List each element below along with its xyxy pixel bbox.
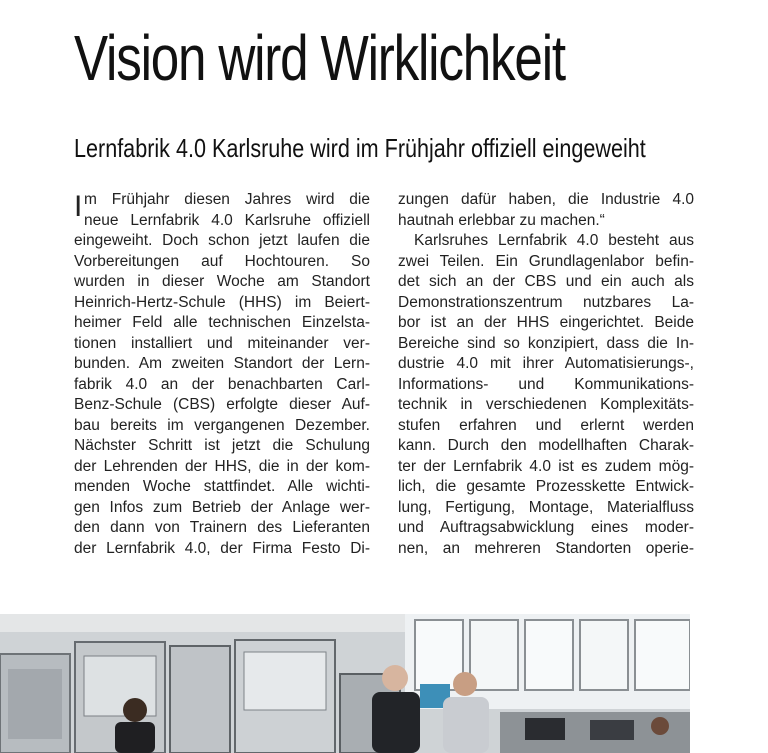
text-line-content: m Frühjahr diesen Jahres wird die <box>84 191 370 208</box>
text-line: der Lehrenden der HHS, die in der kom- <box>74 457 370 475</box>
text-line: tionen installiert und miteinander ver- <box>74 334 370 352</box>
photo-factory-illustration <box>0 614 690 753</box>
text-line: det sich an der CBS und ein auch als <box>398 273 694 290</box>
text-line: fabrik 4.0 an der benachbarten Carl- <box>74 375 370 393</box>
text-line: bunden. Am zweiten Standort der Lern- <box>74 355 370 372</box>
text-line: Informations- und Kommunikations- <box>398 375 694 393</box>
text-line: bor ist an der HHS eingerichtet. Beide <box>398 314 694 331</box>
text-line: ter der Lernfabrik 4.0 ist es zudem mög- <box>398 457 694 475</box>
text-line: hautnah erlebbar zu machen.“ <box>398 211 605 229</box>
text-line: heimer Feld alle technischen Einzelsta- <box>74 314 370 331</box>
text-line: gen Infos zum Betrieb der Anlage wer- <box>74 498 370 516</box>
text-line: zwei Teilen. Ein Grundlagenlabor befin- <box>398 252 694 270</box>
text-line: stufen erfahren und erlernt werden <box>398 416 694 434</box>
text-line: den dann von Trainern des Lieferanten <box>74 519 370 536</box>
text-line: eingeweiht. Doch schon jetzt laufen die <box>74 232 370 249</box>
text-line: und Auftragsabwicklung eines moder- <box>398 519 694 536</box>
text-line: Karlsruhes Lernfabrik 4.0 besteht aus <box>414 232 694 249</box>
text-line: wurden in dieser Woche am Standort <box>74 273 370 290</box>
text-line: Demonstrationszentrum nutzbares La- <box>398 293 694 311</box>
article-column-left <box>74 190 370 559</box>
text-line: neue Lernfabrik 4.0 Karlsruhe offiziell <box>84 211 370 229</box>
text-line: kann. Durch den modellhaften Charak- <box>398 437 694 454</box>
drop-cap: I <box>74 190 83 223</box>
subheadline: Lernfabrik 4.0 Karlsruhe wird im Frühjahr offiziell eingeweiht <box>74 133 646 163</box>
text-line: Benz-Schule (CBS) erfolgte dieser Auf- <box>74 396 370 413</box>
text-line: der Lernfabrik 4.0, der Firma Festo Di- <box>74 539 370 557</box>
text-line: dustrie 4.0 mit ihrer Automatisierungs-, <box>398 355 694 372</box>
headline: Vision wird Wirklichkeit <box>74 22 565 94</box>
text-line: Nächster Schritt ist jetzt die Schulung <box>74 437 370 454</box>
text-line: zungen dafür haben, die Industrie 4.0 <box>398 191 694 208</box>
text-line: technik in verschiedenen Komplexitäts- <box>398 396 694 413</box>
article-photo <box>0 614 690 753</box>
text-line: Heinrich-Hertz-Schule (HHS) im Beiert- <box>74 293 370 311</box>
article-column-right <box>398 190 694 559</box>
text-line: lich, die gesamte Prozesskette Entwick- <box>398 478 694 495</box>
text-line: menden Woche stattfindet. Alle wichti- <box>74 478 370 495</box>
text-line: Vorbereitungen auf Hochtouren. So <box>74 252 370 270</box>
text-line: bau bereits im vergangenen Dezember. <box>74 416 370 434</box>
text-line: lung, Fertigung, Montage, Materialfluss <box>398 498 694 516</box>
text-line: nen, an mehreren Standorten operie- <box>398 539 694 557</box>
text-line: Bereiche sind so konzipiert, dass die In- <box>398 334 694 352</box>
